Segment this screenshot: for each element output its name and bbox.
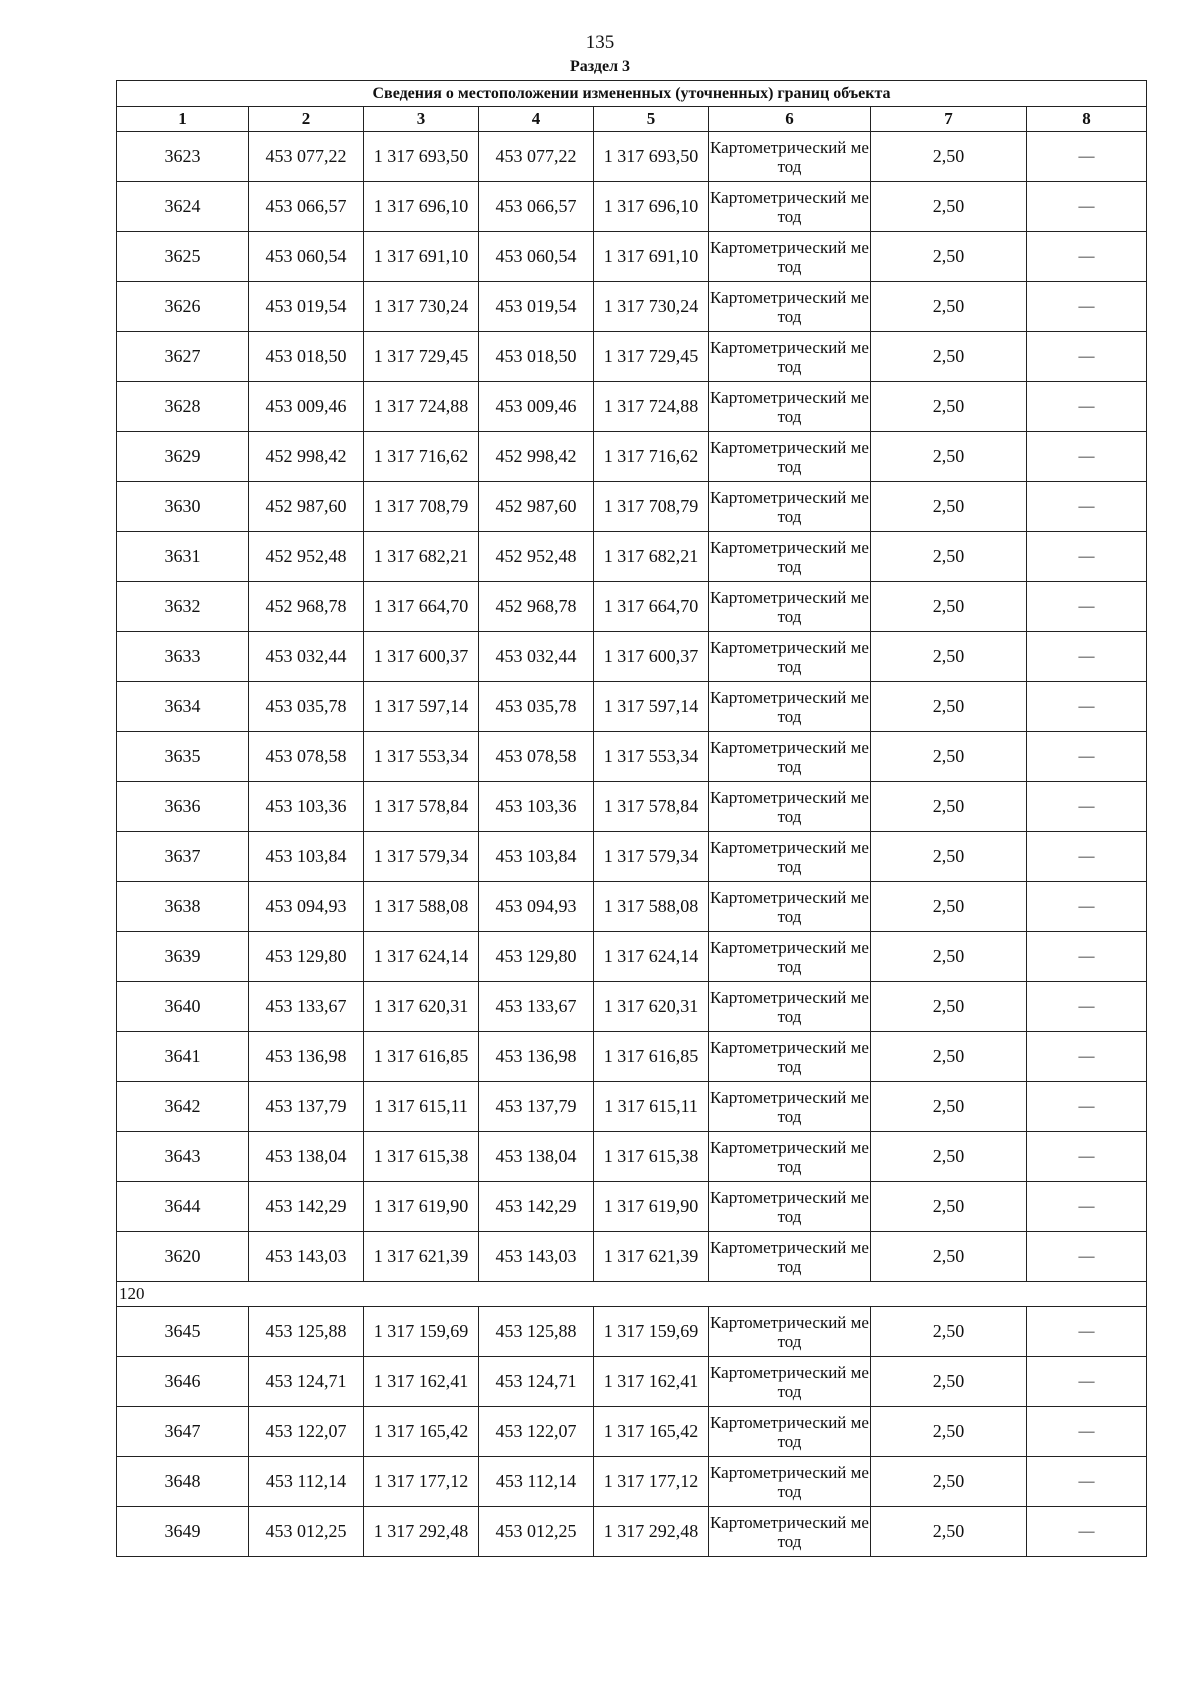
column-number-header: 7 [871, 107, 1027, 132]
table-cell-col-1: 3645 [117, 1307, 249, 1357]
column-number-header: 3 [364, 107, 479, 132]
table-cell-col-8: — [1027, 1132, 1147, 1182]
table-cell-col-1: 3649 [117, 1507, 249, 1557]
table-cell-col-6: Картометрический метод [709, 1232, 871, 1282]
table-cell-col-4: 453 138,04 [479, 1132, 594, 1182]
table-cell-col-1: 3628 [117, 382, 249, 432]
table-row [117, 382, 1147, 432]
table-cell-col-6: Картометрический метод [709, 1457, 871, 1507]
table-cell-col-5: 1 317 162,41 [594, 1357, 709, 1407]
table-cell-col-3: 1 317 620,31 [364, 982, 479, 1032]
table-cell-col-5: 1 317 597,14 [594, 682, 709, 732]
table-cell-col-5: 1 317 292,48 [594, 1507, 709, 1557]
table-cell-col-1: 3626 [117, 282, 249, 332]
table-row [117, 532, 1147, 582]
table-cell-col-4: 453 125,88 [479, 1307, 594, 1357]
table-row [117, 1507, 1147, 1557]
table-cell-col-7: 2,50 [871, 732, 1027, 782]
table-cell-col-5: 1 317 159,69 [594, 1307, 709, 1357]
table-cell-col-8: — [1027, 282, 1147, 332]
table-cell-col-6: Картометрический метод [709, 1082, 871, 1132]
table-cell-col-3: 1 317 292,48 [364, 1507, 479, 1557]
table-row [117, 1357, 1147, 1407]
table-cell-col-2: 453 066,57 [249, 182, 364, 232]
table-cell-col-6: Картометрический метод [709, 1032, 871, 1082]
table-cell-col-1: 3620 [117, 1232, 249, 1282]
table-row [117, 1182, 1147, 1232]
table-cell-col-4: 453 133,67 [479, 982, 594, 1032]
table-cell-col-8: — [1027, 1407, 1147, 1457]
table-cell-col-7: 2,50 [871, 1307, 1027, 1357]
table-cell-col-2: 453 133,67 [249, 982, 364, 1032]
table-row [117, 282, 1147, 332]
table-cell-col-4: 453 103,36 [479, 782, 594, 832]
table-cell-col-8: — [1027, 1307, 1147, 1357]
table-cell-col-2: 452 952,48 [249, 532, 364, 582]
table-cell-col-5: 1 317 624,14 [594, 932, 709, 982]
table-row [117, 732, 1147, 782]
table-cell-col-6: Картометрический метод [709, 332, 871, 382]
table-cell-col-6: Картометрический метод [709, 832, 871, 882]
table-cell-col-8: — [1027, 132, 1147, 182]
table-cell-col-2: 453 137,79 [249, 1082, 364, 1132]
table-cell-col-4: 452 952,48 [479, 532, 594, 582]
table-cell-col-8: — [1027, 1032, 1147, 1082]
table-cell-col-5: 1 317 696,10 [594, 182, 709, 232]
table-cell-col-7: 2,50 [871, 482, 1027, 532]
table-row [117, 332, 1147, 382]
table-cell-col-2: 453 142,29 [249, 1182, 364, 1232]
table-cell-col-7: 2,50 [871, 282, 1027, 332]
table-cell-col-3: 1 317 600,37 [364, 632, 479, 682]
table-cell-col-6: Картометрический метод [709, 482, 871, 532]
table-cell-col-8: — [1027, 1082, 1147, 1132]
table-cell-col-4: 453 136,98 [479, 1032, 594, 1082]
table-cell-col-6: Картометрический метод [709, 282, 871, 332]
table-cell-col-7: 2,50 [871, 1507, 1027, 1557]
table-cell-col-2: 453 009,46 [249, 382, 364, 432]
table-cell-col-8: — [1027, 932, 1147, 982]
table-cell-col-8: — [1027, 632, 1147, 682]
table-cell-col-5: 1 317 619,90 [594, 1182, 709, 1232]
table-cell-col-1: 3644 [117, 1182, 249, 1232]
table-cell-col-4: 452 968,78 [479, 582, 594, 632]
table-cell-col-4: 453 137,79 [479, 1082, 594, 1132]
table-cell-col-5: 1 317 730,24 [594, 282, 709, 332]
table-cell-col-8: — [1027, 732, 1147, 782]
table-cell-col-2: 453 124,71 [249, 1357, 364, 1407]
table-cell-col-1: 3632 [117, 582, 249, 632]
table-cell-col-8: — [1027, 582, 1147, 632]
table-cell-col-4: 452 987,60 [479, 482, 594, 532]
column-number-header: 5 [594, 107, 709, 132]
table-cell-col-3: 1 317 165,42 [364, 1407, 479, 1457]
table-cell-col-7: 2,50 [871, 932, 1027, 982]
table-row [117, 182, 1147, 232]
table-cell-col-7: 2,50 [871, 1232, 1027, 1282]
table-cell-col-2: 453 094,93 [249, 882, 364, 932]
table-cell-col-3: 1 317 682,21 [364, 532, 479, 582]
table-cell-col-4: 453 018,50 [479, 332, 594, 382]
table-cell-col-5: 1 317 682,21 [594, 532, 709, 582]
table-row [117, 1232, 1147, 1282]
table-cell-col-2: 453 077,22 [249, 132, 364, 182]
table-cell-col-3: 1 317 588,08 [364, 882, 479, 932]
table-cell-col-3: 1 317 597,14 [364, 682, 479, 732]
table-cell-col-7: 2,50 [871, 882, 1027, 932]
table-cell-col-7: 2,50 [871, 632, 1027, 682]
table-cell-col-6: Картометрический метод [709, 682, 871, 732]
table-cell-col-5: 1 317 588,08 [594, 882, 709, 932]
table-cell-col-2: 453 018,50 [249, 332, 364, 382]
table-cell-col-5: 1 317 600,37 [594, 632, 709, 682]
column-number-header: 8 [1027, 107, 1147, 132]
table-cell-col-3: 1 317 696,10 [364, 182, 479, 232]
column-number-header: 6 [709, 107, 871, 132]
column-number-row [117, 107, 1147, 132]
table-cell-col-8: — [1027, 382, 1147, 432]
table-cell-col-7: 2,50 [871, 332, 1027, 382]
table-cell-col-6: Картометрический метод [709, 982, 871, 1032]
table-row [117, 932, 1147, 982]
table-cell-col-5: 1 317 708,79 [594, 482, 709, 532]
table-row [117, 682, 1147, 732]
table-row [117, 232, 1147, 282]
table-row [117, 482, 1147, 532]
table-cell-col-6: Картометрический метод [709, 182, 871, 232]
table-row [117, 1407, 1147, 1457]
table-cell-col-5: 1 317 165,42 [594, 1407, 709, 1457]
group-label-row [117, 1282, 1147, 1307]
table-cell-col-1: 3630 [117, 482, 249, 532]
table-cell-col-2: 453 012,25 [249, 1507, 364, 1557]
table-cell-col-3: 1 317 159,69 [364, 1307, 479, 1357]
table-cell-col-7: 2,50 [871, 382, 1027, 432]
table-row [117, 1307, 1147, 1357]
table-cell-col-4: 453 124,71 [479, 1357, 594, 1407]
table-cell-col-3: 1 317 621,39 [364, 1232, 479, 1282]
table-cell-col-6: Картометрический метод [709, 1132, 871, 1182]
table-cell-col-4: 453 112,14 [479, 1457, 594, 1507]
table-cell-col-8: — [1027, 1357, 1147, 1407]
table-cell-col-8: — [1027, 682, 1147, 732]
table-cell-col-8: — [1027, 982, 1147, 1032]
table-row [117, 832, 1147, 882]
table-cell-col-7: 2,50 [871, 532, 1027, 582]
table-cell-col-4: 453 035,78 [479, 682, 594, 732]
table-cell-col-1: 3634 [117, 682, 249, 732]
table-cell-col-6: Картометрический метод [709, 432, 871, 482]
table-row [117, 982, 1147, 1032]
table-cell-col-8: — [1027, 782, 1147, 832]
column-number-header: 4 [479, 107, 594, 132]
table-cell-col-3: 1 317 615,11 [364, 1082, 479, 1132]
table-cell-col-8: — [1027, 1507, 1147, 1557]
table-cell-col-2: 453 136,98 [249, 1032, 364, 1082]
table-cell-col-1: 3648 [117, 1457, 249, 1507]
table-cell-col-1: 3643 [117, 1132, 249, 1182]
table-cell-col-4: 453 129,80 [479, 932, 594, 982]
table-cell-col-1: 3642 [117, 1082, 249, 1132]
table-cell-col-6: Картометрический метод [709, 1357, 871, 1407]
table-cell-col-1: 3623 [117, 132, 249, 182]
table-cell-col-5: 1 317 664,70 [594, 582, 709, 632]
table-cell-col-6: Картометрический метод [709, 632, 871, 682]
table-cell-col-5: 1 317 729,45 [594, 332, 709, 382]
table-cell-col-8: — [1027, 882, 1147, 932]
table-cell-col-5: 1 317 553,34 [594, 732, 709, 782]
table-cell-col-3: 1 317 708,79 [364, 482, 479, 532]
table-caption: Сведения о местоположении измененных (уточненных) границ объекта [117, 81, 1147, 107]
table-cell-col-4: 453 077,22 [479, 132, 594, 182]
table-cell-col-7: 2,50 [871, 832, 1027, 882]
table-cell-col-6: Картометрический метод [709, 1182, 871, 1232]
table-cell-col-7: 2,50 [871, 1457, 1027, 1507]
section-title: Раздел 3 [569, 58, 631, 75]
table-row [117, 1132, 1147, 1182]
table-cell-col-4: 453 103,84 [479, 832, 594, 882]
table-row [117, 582, 1147, 632]
table-cell-col-5: 1 317 724,88 [594, 382, 709, 432]
coordinates-table [116, 80, 1147, 1557]
table-cell-col-1: 3624 [117, 182, 249, 232]
table-cell-col-8: — [1027, 432, 1147, 482]
table-cell-col-5: 1 317 616,85 [594, 1032, 709, 1082]
page-number: 135 [585, 32, 615, 53]
table-cell-col-5: 1 317 615,11 [594, 1082, 709, 1132]
table-cell-col-4: 453 142,29 [479, 1182, 594, 1232]
table-cell-col-3: 1 317 624,14 [364, 932, 479, 982]
table-cell-col-3: 1 317 177,12 [364, 1457, 479, 1507]
table-cell-col-6: Картометрический метод [709, 1407, 871, 1457]
table-cell-col-7: 2,50 [871, 1182, 1027, 1232]
table-cell-col-2: 453 035,78 [249, 682, 364, 732]
table-cell-col-1: 3641 [117, 1032, 249, 1082]
table-cell-col-1: 3633 [117, 632, 249, 682]
table-row [117, 432, 1147, 482]
table-cell-col-8: — [1027, 232, 1147, 282]
table-cell-col-7: 2,50 [871, 1032, 1027, 1082]
table-cell-col-4: 453 009,46 [479, 382, 594, 432]
table-cell-col-3: 1 317 162,41 [364, 1357, 479, 1407]
table-cell-col-2: 453 122,07 [249, 1407, 364, 1457]
table-cell-col-1: 3636 [117, 782, 249, 832]
table-cell-col-6: Картометрический метод [709, 882, 871, 932]
table-cell-col-3: 1 317 664,70 [364, 582, 479, 632]
table-cell-col-3: 1 317 729,45 [364, 332, 479, 382]
table-cell-col-2: 453 032,44 [249, 632, 364, 682]
table-row [117, 1457, 1147, 1507]
table-cell-col-7: 2,50 [871, 1082, 1027, 1132]
table-cell-col-6: Картометрический метод [709, 782, 871, 832]
table-cell-col-6: Картометрический метод [709, 582, 871, 632]
table-cell-col-7: 2,50 [871, 132, 1027, 182]
table-cell-col-1: 3640 [117, 982, 249, 1032]
table-cell-col-1: 3625 [117, 232, 249, 282]
table-cell-col-6: Картометрический метод [709, 732, 871, 782]
table-cell-col-7: 2,50 [871, 982, 1027, 1032]
table-cell-col-3: 1 317 616,85 [364, 1032, 479, 1082]
table-cell-col-6: Картометрический метод [709, 382, 871, 432]
table-cell-col-5: 1 317 578,84 [594, 782, 709, 832]
table-cell-col-3: 1 317 619,90 [364, 1182, 479, 1232]
table-cell-col-7: 2,50 [871, 682, 1027, 732]
table-cell-col-5: 1 317 177,12 [594, 1457, 709, 1507]
table-cell-col-4: 453 078,58 [479, 732, 594, 782]
table-row [117, 782, 1147, 832]
table-cell-col-6: Картометрический метод [709, 932, 871, 982]
table-cell-col-4: 453 019,54 [479, 282, 594, 332]
table-row [117, 132, 1147, 182]
table-cell-col-6: Картометрический метод [709, 1507, 871, 1557]
table-cell-col-7: 2,50 [871, 232, 1027, 282]
table-cell-col-8: — [1027, 532, 1147, 582]
table-cell-col-1: 3646 [117, 1357, 249, 1407]
table-cell-col-2: 452 998,42 [249, 432, 364, 482]
table-cell-col-1: 3631 [117, 532, 249, 582]
table-cell-col-5: 1 317 691,10 [594, 232, 709, 282]
table-cell-col-1: 3629 [117, 432, 249, 482]
table-cell-col-5: 1 317 579,34 [594, 832, 709, 882]
table-cell-col-8: — [1027, 1232, 1147, 1282]
column-number-header: 1 [117, 107, 249, 132]
table-cell-col-4: 453 094,93 [479, 882, 594, 932]
table-cell-col-3: 1 317 615,38 [364, 1132, 479, 1182]
table-cell-col-2: 453 138,04 [249, 1132, 364, 1182]
table-cell-col-2: 452 968,78 [249, 582, 364, 632]
column-number-header: 2 [249, 107, 364, 132]
table-cell-col-8: — [1027, 182, 1147, 232]
table-cell-col-4: 453 060,54 [479, 232, 594, 282]
table-cell-col-5: 1 317 693,50 [594, 132, 709, 182]
table-cell-col-3: 1 317 716,62 [364, 432, 479, 482]
table-cell-col-3: 1 317 724,88 [364, 382, 479, 432]
table-cell-col-2: 453 112,14 [249, 1457, 364, 1507]
table-cell-col-2: 453 019,54 [249, 282, 364, 332]
table-cell-col-2: 453 125,88 [249, 1307, 364, 1357]
table-cell-col-1: 3627 [117, 332, 249, 382]
table-cell-col-7: 2,50 [871, 182, 1027, 232]
table-row [117, 1082, 1147, 1132]
table-cell-col-5: 1 317 621,39 [594, 1232, 709, 1282]
table-cell-col-7: 2,50 [871, 1357, 1027, 1407]
table-cell-col-2: 452 987,60 [249, 482, 364, 532]
table-cell-col-2: 453 078,58 [249, 732, 364, 782]
table-cell-col-6: Картометрический метод [709, 232, 871, 282]
table-cell-col-2: 453 143,03 [249, 1232, 364, 1282]
table-cell-col-5: 1 317 620,31 [594, 982, 709, 1032]
table-cell-col-7: 2,50 [871, 1132, 1027, 1182]
group-label: 120 [117, 1282, 1147, 1307]
table-cell-col-6: Картометрический метод [709, 1307, 871, 1357]
table-cell-col-7: 2,50 [871, 582, 1027, 632]
table-cell-col-4: 453 122,07 [479, 1407, 594, 1457]
table-cell-col-6: Картометрический метод [709, 132, 871, 182]
table-cell-col-6: Картометрический метод [709, 532, 871, 582]
table-cell-col-3: 1 317 693,50 [364, 132, 479, 182]
table-cell-col-3: 1 317 578,84 [364, 782, 479, 832]
table-cell-col-2: 453 103,84 [249, 832, 364, 882]
table-cell-col-4: 452 998,42 [479, 432, 594, 482]
table-cell-col-8: — [1027, 1182, 1147, 1232]
table-cell-col-3: 1 317 579,34 [364, 832, 479, 882]
table-cell-col-8: — [1027, 1457, 1147, 1507]
table-cell-col-1: 3635 [117, 732, 249, 782]
table-cell-col-1: 3639 [117, 932, 249, 982]
table-cell-col-3: 1 317 691,10 [364, 232, 479, 282]
table-cell-col-2: 453 060,54 [249, 232, 364, 282]
table-cell-col-2: 453 129,80 [249, 932, 364, 982]
table-cell-col-8: — [1027, 482, 1147, 532]
table-row [117, 1032, 1147, 1082]
table-cell-col-7: 2,50 [871, 782, 1027, 832]
table-cell-col-1: 3637 [117, 832, 249, 882]
table-cell-col-5: 1 317 716,62 [594, 432, 709, 482]
table-cell-col-3: 1 317 553,34 [364, 732, 479, 782]
table-cell-col-1: 3638 [117, 882, 249, 932]
table-cell-col-3: 1 317 730,24 [364, 282, 479, 332]
table-cell-col-2: 453 103,36 [249, 782, 364, 832]
table-cell-col-8: — [1027, 332, 1147, 382]
table-cell-col-4: 453 066,57 [479, 182, 594, 232]
table-row [117, 632, 1147, 682]
table-cell-col-5: 1 317 615,38 [594, 1132, 709, 1182]
table-cell-col-7: 2,50 [871, 1407, 1027, 1457]
table-cell-col-7: 2,50 [871, 432, 1027, 482]
table-cell-col-8: — [1027, 832, 1147, 882]
table-body [117, 132, 1147, 1557]
table-cell-col-4: 453 012,25 [479, 1507, 594, 1557]
table-row [117, 882, 1147, 932]
table-cell-col-4: 453 143,03 [479, 1232, 594, 1282]
table-cell-col-1: 3647 [117, 1407, 249, 1457]
table-cell-col-4: 453 032,44 [479, 632, 594, 682]
